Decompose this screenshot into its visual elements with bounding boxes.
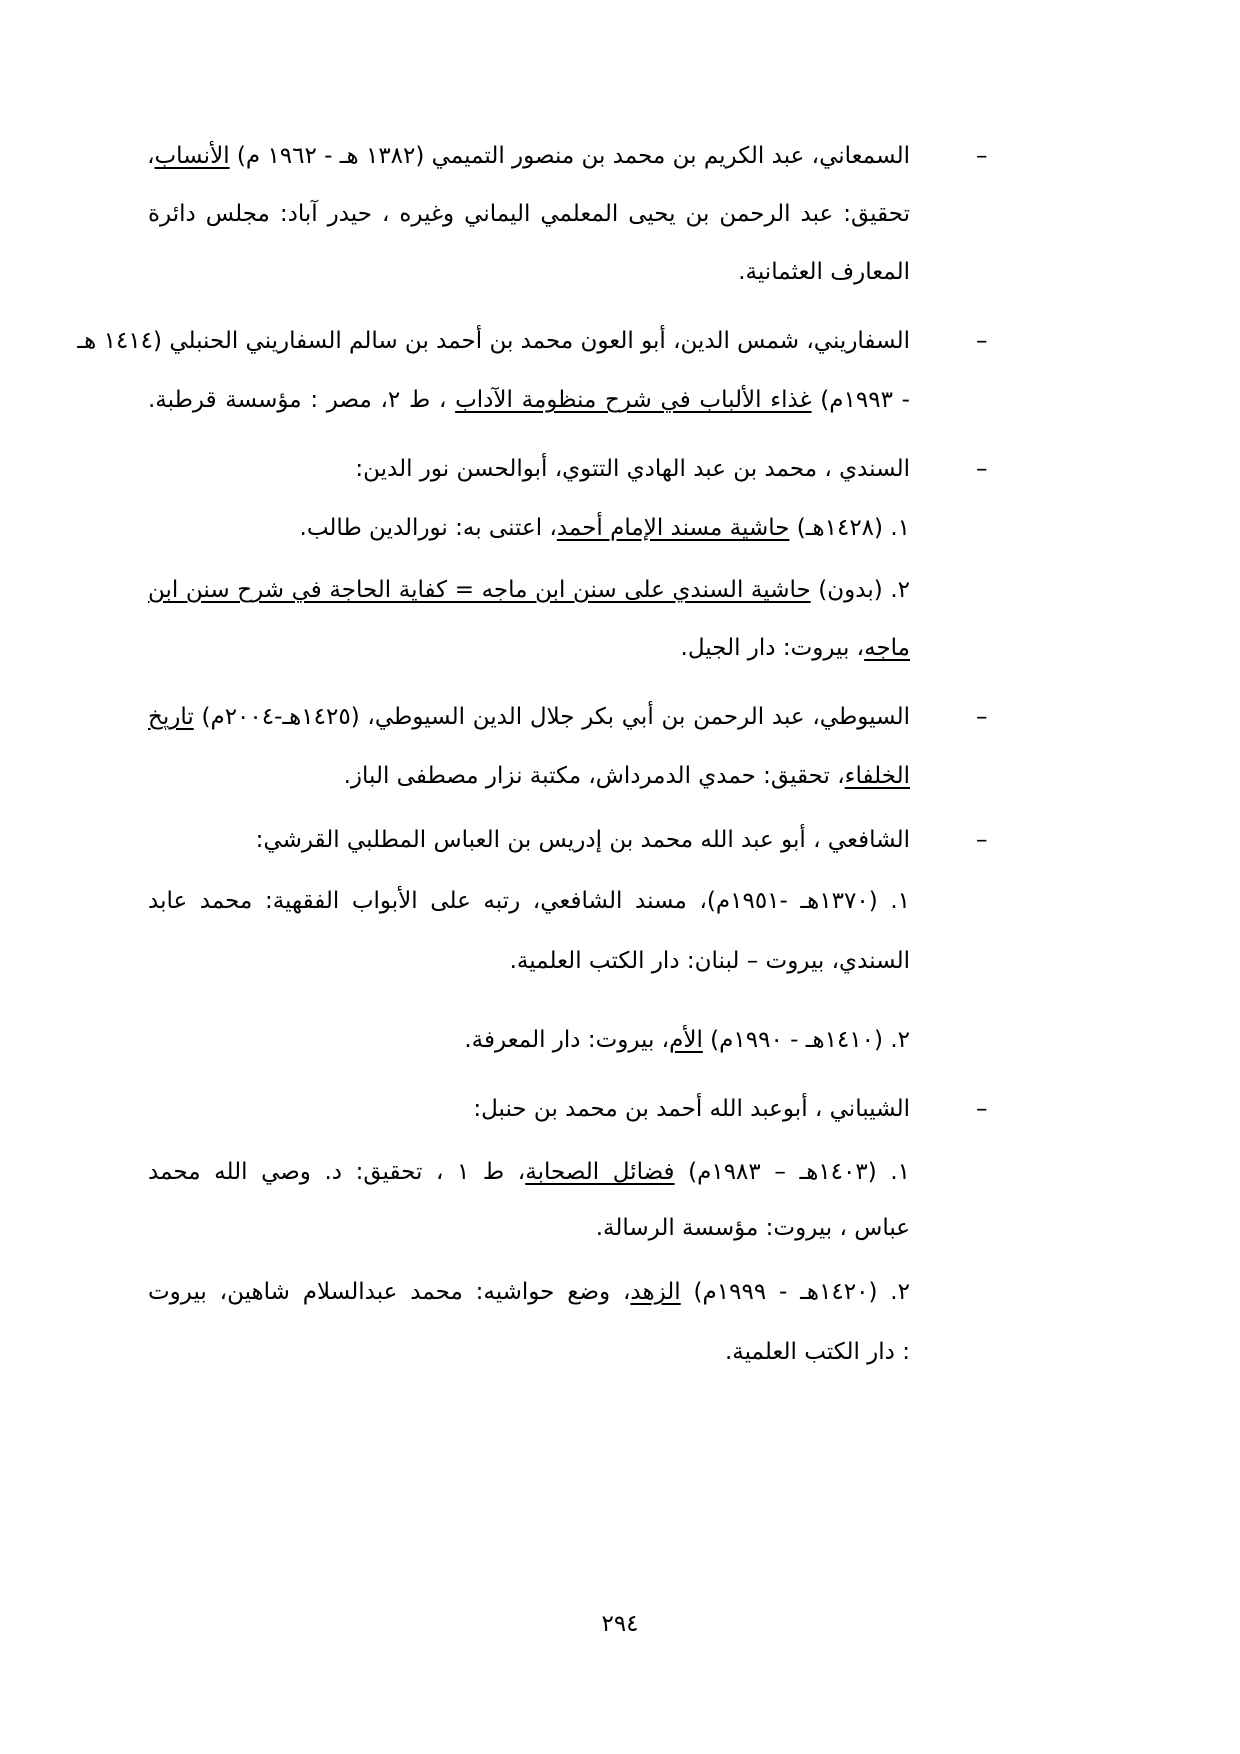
dash-marker: – xyxy=(976,328,988,354)
bib-entry-line: تحقيق: عبد الرحمن بن يحيى المعلمي اليماني وغيره ، حيدر آباد: مجلس دائرة xyxy=(148,201,910,227)
page-number: ٢٩٤ xyxy=(601,1611,639,1637)
bib-subentry-line: ١. (١٤٢٨هـ) حاشية مسند الإمام أحمد، اعتنى به: نورالدين طالب. xyxy=(299,515,910,541)
bib-subentry-line: ١. (١٤٠٣هـ – ١٩٨٣م) فضائل الصحابة، ط ١ ، تحقيق: د. وصي الله محمد xyxy=(148,1159,910,1185)
dash-marker: – xyxy=(976,1096,988,1122)
book-title: الخلفاء xyxy=(844,763,910,789)
bib-entry-line: السيوطي، عبد الرحمن بن أبي بكر جلال الدين السيوطي، (١٤٢٥هـ-٢٠٠٤م) تاريخ xyxy=(148,704,910,730)
book-title: الأنساب xyxy=(154,143,230,169)
bib-entry-line: الخلفاء، تحقيق: حمدي الدمرداش، مكتبة نزار مصطفى الباز. xyxy=(343,763,910,789)
bib-entry-line: السندي ، محمد بن عبد الهادي التتوي، أبوالحسن نور الدين: xyxy=(355,456,910,482)
bib-entry-line: السفاريني، شمس الدين، أبو العون محمد بن أحمد بن سالم السفاريني الحنبلي (١٤١٤ هـ xyxy=(77,328,910,354)
bib-subentry-line: ٢. (بدون) حاشية السندي على سنن ابن ماجه = كفاية الحاجة في شرح سنن ابن xyxy=(148,577,910,603)
bib-subentry-line: : دار الكتب العلمية. xyxy=(724,1339,910,1365)
bib-entry-line: الشافعي ، أبو عبد الله محمد بن إدريس بن العباس المطلبي القرشي: xyxy=(255,827,910,853)
book-title: غذاء الألباب في شرح منظومة الآداب xyxy=(455,387,812,413)
bib-entry-line: المعارف العثمانية. xyxy=(738,259,910,285)
dash-marker: – xyxy=(976,827,988,853)
bib-subentry-line: عباس ، بيروت: مؤسسة الرسالة. xyxy=(595,1215,910,1241)
dash-marker: – xyxy=(976,704,988,730)
book-title: حاشية السندي على سنن ابن ماجه = كفاية الحاجة في شرح سنن ابن xyxy=(148,577,811,603)
bib-subentry-line: السندي، بيروت – لبنان: دار الكتب العلمية. xyxy=(509,948,910,974)
dash-marker: – xyxy=(976,143,988,169)
bib-subentry-line: ١. (١٣٧٠هـ -١٩٥١م)، مسند الشافعي، رتبه على الأبواب الفقهية: محمد عابد xyxy=(148,888,910,914)
bib-subentry-line: ٢. (١٤٢٠هـ - ١٩٩٩م) الزهد، وضع حواشيه: محمد عبدالسلام شاهين، بيروت xyxy=(148,1279,910,1305)
book-title: الزهد xyxy=(630,1279,681,1305)
book-title: تاريخ xyxy=(148,704,194,730)
bib-entry-line: السمعاني، عبد الكريم بن محمد بن منصور التميمي (١٣٨٢ هـ - ١٩٦٢ م) الأنساب، xyxy=(147,143,910,169)
book-title: ماجه xyxy=(864,635,910,661)
bib-subentry-line: ماجه، بيروت: دار الجيل. xyxy=(680,635,910,661)
dash-marker: – xyxy=(976,456,988,482)
book-title: حاشية مسند الإمام أحمد xyxy=(556,515,790,541)
book-title: الأم xyxy=(669,1027,703,1053)
book-title: فضائل الصحابة xyxy=(525,1159,675,1185)
bib-entry-line: الشيباني ، أبوعبد الله أحمد بن محمد بن حنبل: xyxy=(473,1096,910,1122)
bib-entry-line: - ١٩٩٣م) غذاء الألباب في شرح منظومة الآداب ، ط ٢، مصر : مؤسسة قرطبة. xyxy=(148,387,910,413)
bib-subentry-line: ٢. (١٤١٠هـ - ١٩٩٠م) الأم، بيروت: دار المعرفة. xyxy=(464,1027,910,1053)
